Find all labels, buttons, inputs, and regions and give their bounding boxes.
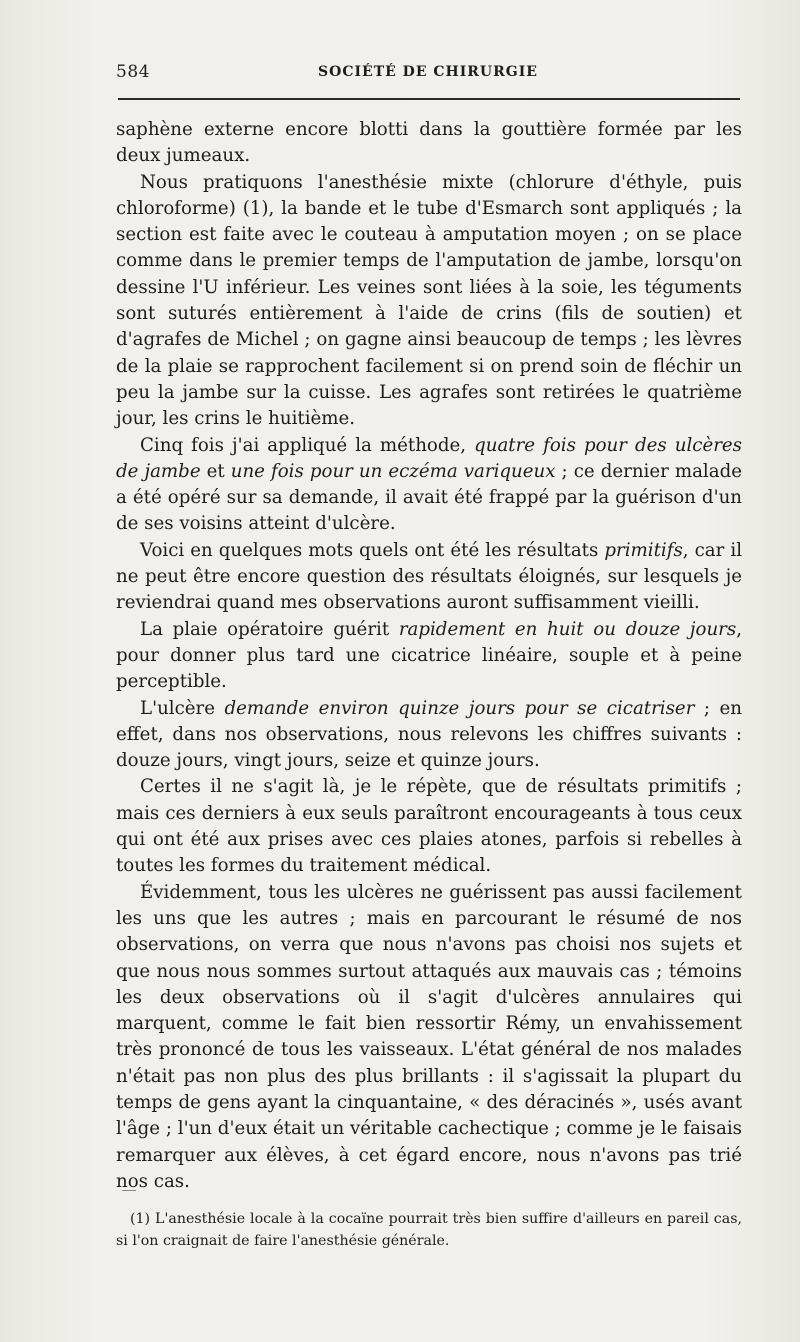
- text-run: Évidemment, tous les ulcères ne guérissent pas aussi facilement les uns que les autres ; mais en parcourant le résumé de nos observations, on verra que nous n'avons pas choisi nos sujets et que nous nous sommes surtout attaqués aux mauvais cas ; témoins les deux observations où il s'agit d'ulcères annulaires qui marquent, comme le fait bien ressortir Rémy, un envahissement très prononcé de tous les vaisseaux. L'état général de nos malades n'était pas non plus des plus brillants : il s'agissait la plupart du temps de gens ayant la cinquantaine, « des déracinés », usés avant l'âge ; l'un d'eux était un véritable cachectique ; comme je le faisais remarquer aux élèves, à cet égard encore, nous n'avons pas trié nos cas.: [116, 881, 742, 1192]
- paragraph: [116, 774, 742, 879]
- paragraph: [116, 170, 742, 433]
- text-run: Nous pratiquons l'anesthésie mixte (chlorure d'éthyle, puis chloroforme) (1), la bande et le tube d'Esmarch sont appliqués ; la section est faite avec le couteau à amputation moyen ; on se place comme dans le premier temps de l'amputation de jambe, lorsqu'on dessine l'U inférieur. Les veines sont liées à la soie, les téguments sont suturés entièrement à l'aide de crins (fils de soutien) et d'agrafes de Michel ; on gagne ainsi beaucoup de temps ; les lèvres de la plaie se rapprochent facilement si on prend soin de fléchir un peu la jambe sur la cuisse. Les agrafes sont retirées le quatrième jour, les crins le huitième.: [116, 171, 742, 430]
- text-run: Cinq fois j'ai appliqué la méthode,: [140, 434, 475, 456]
- text-run: , car il ne peut être encore question des résultats éloignés, sur lesquels je reviendrai quand mes observations auront suffisamment vieilli.: [116, 539, 743, 614]
- paragraph: [116, 433, 742, 538]
- italic-text: une fois pour un eczéma variqueux: [230, 460, 556, 482]
- page-number: 584: [116, 62, 150, 82]
- text-run: et: [200, 460, 231, 482]
- text-run: L'ulcère: [140, 697, 225, 719]
- page-header: [116, 62, 740, 84]
- text-run: Certes il ne s'agit là, je le répète, que de résultats primitifs ; mais ces derniers à eux seuls paraîtront encourageants à tous ceux qui ont été aux prises avec ces plaies atones, parfois si rebelles à toutes les formes du traitement médical.: [116, 776, 742, 877]
- text-run: Voici en quelques mots quels ont été les résultats: [140, 539, 605, 561]
- paragraph: [116, 617, 742, 696]
- footnote-text: (1) L'anesthésie locale à la cocaïne pourrait très bien suffire d'ailleurs en pareil cas, si l'on craignait de faire l'anesthésie générale.: [116, 1211, 742, 1249]
- running-title: SOCIÉTÉ DE CHIRURGIE: [318, 64, 538, 80]
- paragraph: [116, 880, 742, 1196]
- footnote: [116, 1208, 742, 1252]
- text-run: ; ce dernier malade a été opéré sur sa demande, il avait été frappé par la guérison d'un de ses voisins atteint d'ulcère.: [116, 460, 742, 535]
- text-run: , pour donner plus tard une cicatrice linéaire, souple et à peine perceptible.: [116, 618, 743, 693]
- paragraph: [116, 538, 742, 617]
- text-run: ; en effet, dans nos observations, nous relevons les chiffres suivants : douze jours, vingt jours, seize et quinze jours.: [116, 697, 743, 772]
- italic-text: demande environ quinze jours pour se cicatriser: [224, 697, 695, 719]
- italic-text: rapidement en huit ou douze jours: [398, 618, 737, 640]
- italic-text: primitifs: [604, 539, 683, 561]
- footnote-separator: [122, 1190, 136, 1191]
- paragraph: [116, 696, 742, 775]
- body-text: [116, 117, 742, 1195]
- italic-text: quatre fois pour des ulcères de jambe: [116, 434, 743, 482]
- header-rule: [118, 98, 740, 100]
- paragraph: [116, 117, 742, 170]
- text-run: La plaie opératoire guérit: [140, 618, 399, 640]
- text-run: saphène externe encore blotti dans la gouttière formée par les deux jumeaux.: [116, 119, 742, 167]
